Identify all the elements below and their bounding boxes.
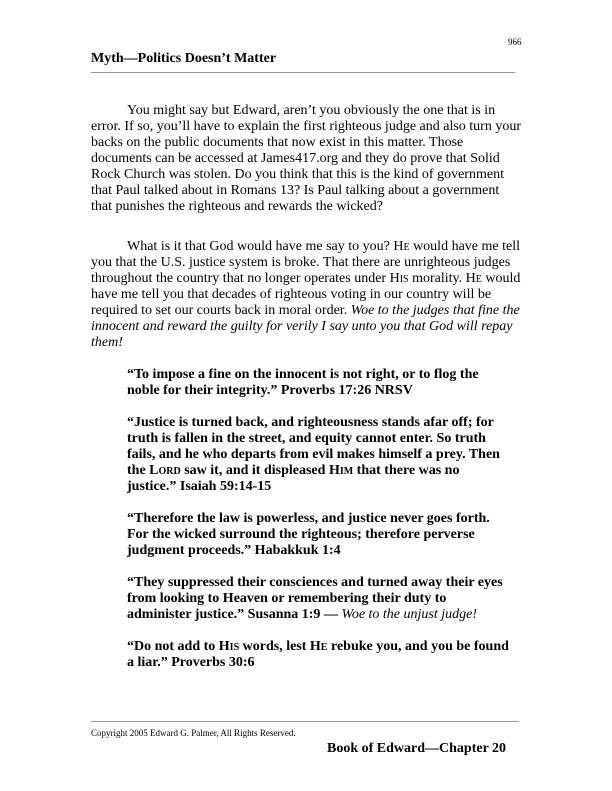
text-run: “Do not add to	[127, 639, 219, 654]
text-run: “They suppressed their consciences and turned away their eyes from looking to Heaven or remembering their duty to administer justice.” Susanna 1:9 —	[127, 575, 503, 622]
italic-exhortation: Woe to the judges that fine the innocent and reward the guilty for verily I say unto you that God will repay them!	[91, 303, 520, 350]
divine-pronoun: Him	[328, 463, 354, 478]
quote-proverbs-30-6	[127, 639, 512, 671]
body-paragraph-1	[91, 103, 521, 215]
text-run: would have me tell you that decades of righteous voting in our country will be required to set our courts back in moral order.	[91, 271, 521, 318]
quote-habakkuk-1-4: “Therefore the law is powerless, and justice never goes forth. For the wicked surround the righteous; therefore perverse judgment proceeds.” Habakkuk 1:4	[127, 511, 490, 558]
text-run: that there was no justice.” Isaiah 59:14-15	[127, 463, 460, 494]
text-run: saw it, and it displeased	[180, 463, 329, 478]
divine-name: Lord	[149, 463, 181, 478]
divine-pronoun: He	[465, 271, 482, 286]
quote-susanna-1-9	[127, 575, 512, 623]
header-rule	[91, 72, 515, 73]
text-run: “Justice is turned back, and righteousness stands afar off; for truth is fallen in the street, and equity cannot enter. So truth fails, and he who departs from evil makes himself a prey. Then the	[127, 415, 500, 478]
divine-pronoun: His	[218, 639, 240, 654]
page-number: 966	[508, 37, 522, 47]
paragraph-text: You might say but Edward, aren’t you obviously the one that is in error. If so, you’ll have to explain the first righteous judge and also turn your backs on the public documents that now exist in this matter. Those documents can be accessed at James417.org and they do prove that Solid Rock Church was stolen. Do you think that this is the kind of government that Paul talked about in Romans 13? Is Paul talking about a government that punishes the righteous and rewards the wicked?	[91, 103, 522, 214]
running-title: Myth—Politics Doesn’t Matter	[91, 51, 277, 66]
text-run: morality.	[408, 271, 466, 286]
divine-pronoun: His	[389, 271, 409, 286]
divine-pronoun: He	[393, 239, 410, 254]
text-run: rebuke you, and you be found a liar.” Proverbs 30:6	[127, 639, 509, 670]
body-paragraph-2	[91, 239, 521, 351]
text-run: What is it that God would have me say to you?	[127, 239, 394, 254]
quote-isaiah-59-14	[127, 415, 512, 495]
paragraph-text	[91, 239, 521, 351]
footer-rule	[91, 721, 519, 722]
copyright-notice: Copyright 2005 Edward G. Palmer, All Rights Reserved.	[91, 728, 296, 738]
italic-remark: Woe to the unjust judge!	[341, 607, 478, 622]
divine-pronoun: He	[309, 639, 328, 654]
quote-proverbs-17-26: “To impose a fine on the innocent is not right, or to flog the noble for their integrity.” Proverbs 17:26 NRSV	[127, 367, 479, 398]
footer-book-title: Book of Edward—Chapter 20	[327, 741, 507, 756]
text-run: words, lest	[239, 639, 310, 654]
text-run: would have me tell you that the U.S. justice system is broke. That there are unrighteous judges throughout the country that no longer operates under	[91, 239, 520, 286]
